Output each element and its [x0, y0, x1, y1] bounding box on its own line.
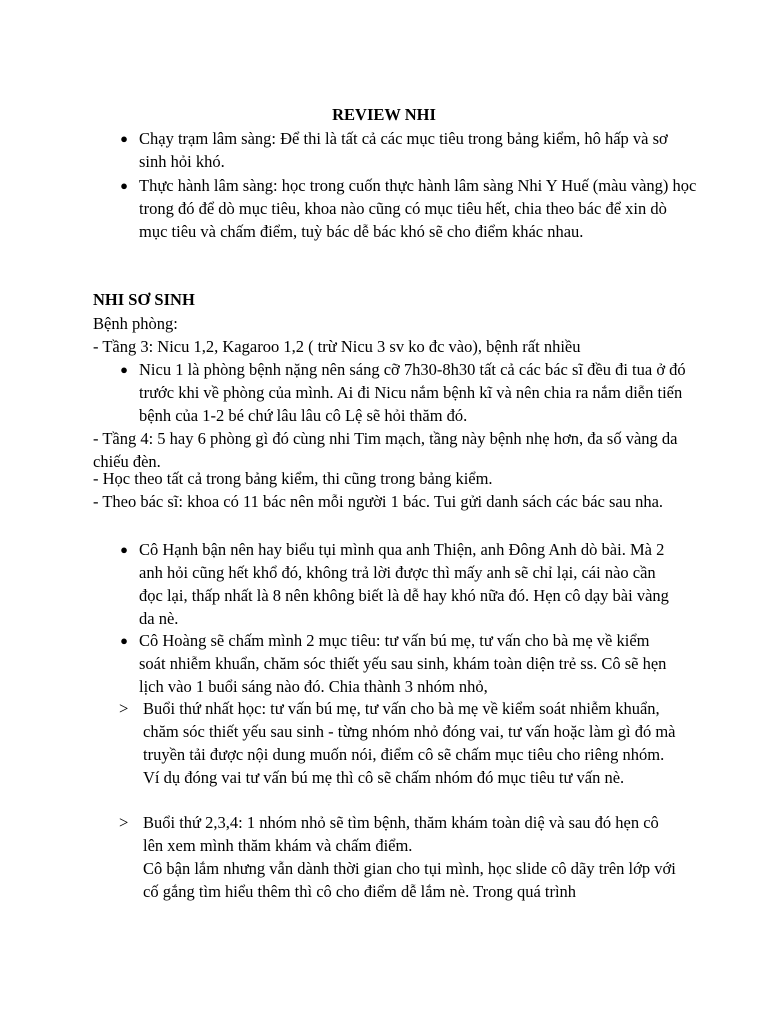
- teacher-bullet: [120, 538, 679, 630]
- arrow-item-text: Buổi thứ 2,3,4: 1 nhóm nhỏ sẽ tìm bệnh, thăm khám toàn diệ và sau đó hẹn cô lên xem mình thăm khám và chấm điểm.: [143, 813, 659, 855]
- hoc-theo-line: - Học theo tất cả trong bảng kiểm, thi cũng trong bảng kiểm.: [93, 469, 493, 488]
- nicu-bullet-text: Nicu 1 là phòng bệnh nặng nên sáng cỡ 7h30-8h30 tất cả các bác sĩ đều đi tua ở đó trước khi về phòng của mình. Ai đi Nicu nắm bệnh kĩ và nên chia ra nắm diễn tiến bệnh của 1-2 bé chứ lâu lâu cô Lệ sẽ hỏi thăm đó.: [139, 360, 686, 425]
- intro-bullet: [120, 127, 699, 173]
- bullet-icon: ●: [120, 362, 128, 377]
- teacher-bullet-text: Cô Hạnh bận nên hay biểu tụi mình qua anh Thiện, anh Đông Anh dò bài. Mà 2 anh hỏi cũng hết khổ đó, không trả lời được thì mấy anh sẽ chỉ lại, cái nào cần đọc lại, thấp nhất là 8 nên không biết là dễ hay khó nữa đó. Hẹn cô dạy bài vàng da nè.: [139, 540, 669, 628]
- benh-phong-label: Bệnh phòng:: [93, 314, 178, 333]
- nicu-bullet: [120, 358, 694, 427]
- section-heading: NHI SƠ SINH: [93, 290, 195, 309]
- tang4-line: - Tầng 4: 5 hay 6 phòng gì đó cùng nhi Tim mạch, tầng này bệnh nhẹ hơn, đa số vàng da chiếu đèn.: [93, 429, 678, 471]
- bullet-icon: ●: [120, 131, 128, 146]
- theo-bac-si-line: - Theo bác sĩ: khoa có 11 bác nên mỗi người 1 bác. Tui gửi danh sách các bác sau nha.: [93, 492, 664, 511]
- document-title: REVIEW NHI: [332, 105, 436, 124]
- arrow-item-text: Buổi thứ nhất học: tư vấn bú mẹ, tư vấn cho bà mẹ về kiểm soát nhiễm khuẩn, chăm sóc thiết yếu sau sinh - từng nhóm nhỏ đóng vai, tư vấn hoặc làm gì đó mà truyền tải được nội dung muốn nói, điểm cô sẽ chấm mục tiêu cho riêng nhóm. Ví dụ đóng vai tư vấn bú mẹ thì cô sẽ chấm nhóm đó mục tiêu tư vấn nè.: [143, 699, 676, 787]
- arrow-item: [119, 811, 678, 857]
- arrow-item: [119, 697, 678, 789]
- arrow-marker: >: [119, 699, 129, 718]
- intro-bullet-text: Thực hành lâm sàng: học trong cuốn thực hành lâm sàng Nhi Y Huế (màu vàng) học trong đó để dò mục tiêu, khoa nào cũng có mục tiêu hết, chia theo bác để xin dò mục tiêu và chấm điểm, tuỳ bác dễ bác khó sẽ cho điểm khác nhau.: [139, 176, 697, 241]
- bullet-icon: ●: [120, 633, 128, 648]
- bullet-icon: ●: [120, 542, 128, 557]
- tang3-line: - Tầng 3: Nicu 1,2, Kagaroo 1,2 ( trừ Nicu 3 sv ko đc vào), bệnh rất nhiều: [93, 337, 581, 356]
- intro-bullet: [120, 174, 699, 243]
- teacher-bullet-text: Cô Hoàng sẽ chấm mình 2 mục tiêu: tư vấn bú mẹ, tư vấn cho bà mẹ về kiểm soát nhiễm khuẩn, chăm sóc thiết yếu sau sinh, khám toàn diện trẻ ss. Cô sẽ hẹn lịch vào 1 buổi sáng nào đó. Chia thành 3 nhóm nhỏ,: [139, 631, 667, 696]
- intro-bullet-text: Chạy trạm lâm sàng: Để thi là tất cả các mục tiêu trong bảng kiểm, hô hấp và sơ sinh hỏi khó.: [139, 129, 668, 171]
- teacher-bullet: [120, 629, 679, 698]
- closing-paragraph: Cô bận lắm nhưng vẫn dành thời gian cho tụi mình, học slide cô dãy trên lớp với cố gắng tìm hiểu thêm thì cô cho điểm dễ lắm nè. Trong quá trình: [143, 859, 676, 901]
- arrow-marker: >: [119, 813, 129, 832]
- bullet-icon: ●: [120, 178, 128, 193]
